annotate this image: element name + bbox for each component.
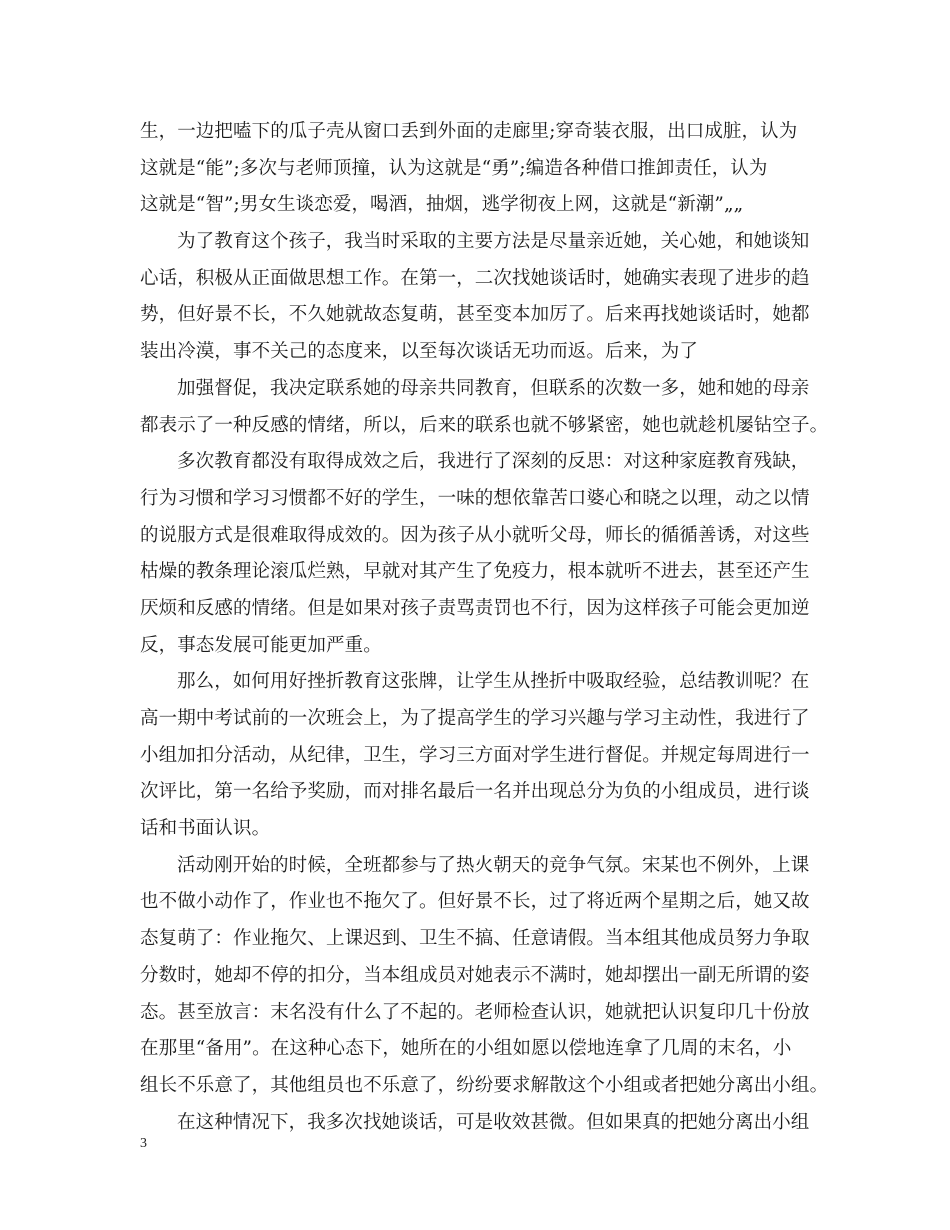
text-line: 小组加扣分活动，从纪律，卫生，学习三方面对学生进行督促。并规定每周进行一 <box>140 744 810 766</box>
text-line: 次评比，第一名给予奖励，而对排名最后一名并出现总分为负的小组成员，进行谈 <box>140 781 810 803</box>
paragraph-first-line: 在这种情况下，我多次找她谈话，可是收效甚微。但如果真的把她分离出小组 <box>177 1111 810 1133</box>
text-line: 组长不乐意了，其他组员也不乐意了，纷纷要求解散这个小组或者把她分离出小组。 <box>140 1074 829 1096</box>
text-line: 分数时，她却不停的扣分，当本组成员对她表示不满时，她却摆出一副无所谓的姿 <box>140 964 810 986</box>
text-line: 这就是“能”;多次与老师顶撞，认为这就是“勇”;编造各种借口推卸责任，认为 <box>140 157 768 179</box>
text-line: 高一期中考试前的一次班会上，为了提高学生的学习兴趣与学习主动性，我进行了 <box>140 708 810 729</box>
text-line: 这就是“智”;男女生谈恋爱，喝酒，抽烟，逃学彻夜上网，这就是“新潮”„„ <box>140 194 744 216</box>
text-line: 态。甚至放言：末名没有什么了不起的。老师检查认识，她就把认识复印几十份放 <box>140 1001 810 1023</box>
paragraph-first-line: 那么，如何用好挫折教育这张牌，让学生从挫折中吸取经验，总结教训呢？在 <box>177 671 810 693</box>
page-number: 3 <box>140 1136 147 1151</box>
text-line: 厌烦和反感的情绪。但是如果对孩子责骂责罚也不行，因为这样孩子可能会更加逆 <box>140 597 810 619</box>
paragraph-first-line: 活动刚开始的时候，全班都参与了热火朝天的竞争气氛。宋某也不例外，上课 <box>177 854 810 876</box>
text-line: 在那里“备用”。在这种心态下，她所在的小组如愿以偿地连拿了几周的末名，小 <box>140 1038 792 1060</box>
text-line: 势，但好景不长，不久她就故态复萌，甚至变本加厉了。后来再找她谈话时，她都 <box>140 304 810 326</box>
text-line: 也不做小动作了，作业也不拖欠了。但好景不长，过了将近两个星期之后，她又故 <box>140 891 810 913</box>
paragraph-first-line: 多次教育都没有取得成效之后，我进行了深刻的反思：对这种家庭教育残缺， <box>177 451 810 473</box>
body-text <box>140 114 829 1141</box>
text-line: 态复萌了：作业拖欠、上课迟到、卫生不搞、任意请假。当本组其他成员努力争取 <box>140 928 810 950</box>
text-line: 生，一边把嗑下的瓜子壳从窗口丢到外面的走廊里;穿奇装衣服，出口成脏，认为 <box>140 121 798 142</box>
text-line: 都表示了一种反感的情绪，所以，后来的联系也就不够紧密，她也就趁机屡钻空子。 <box>140 414 829 436</box>
text-line: 装出冷漠，事不关己的态度来，以至每次谈话无功而返。后来，为了 <box>140 341 699 363</box>
text-line: 枯燥的教条理论滚瓜烂熟，早就对其产生了免疫力，根本就听不进去，甚至还产生 <box>140 561 810 583</box>
paragraph-first-line: 加强督促，我决定联系她的母亲共同教育，但联系的次数一多，她和她的母亲 <box>177 377 810 399</box>
text-line: 反，事态发展可能更加严重。 <box>140 634 382 656</box>
text-line: 心话，积极从正面做思想工作。在第一，二次找她谈话时，她确实表现了进步的趋 <box>140 267 810 289</box>
text-line: 话和书面认识。 <box>140 818 271 840</box>
paragraph-first-line: 为了教育这个孩子，我当时采取的主要方法是尽量亲近她，关心她，和她谈知 <box>177 231 810 253</box>
text-line: 的说服方式是很难取得成效的。因为孩子从小就听父母，师长的循循善诱，对这些 <box>140 524 810 546</box>
text-line: 行为习惯和学习习惯都不好的学生，一味的想依靠苦口婆心和晓之以理，动之以情 <box>140 487 810 509</box>
